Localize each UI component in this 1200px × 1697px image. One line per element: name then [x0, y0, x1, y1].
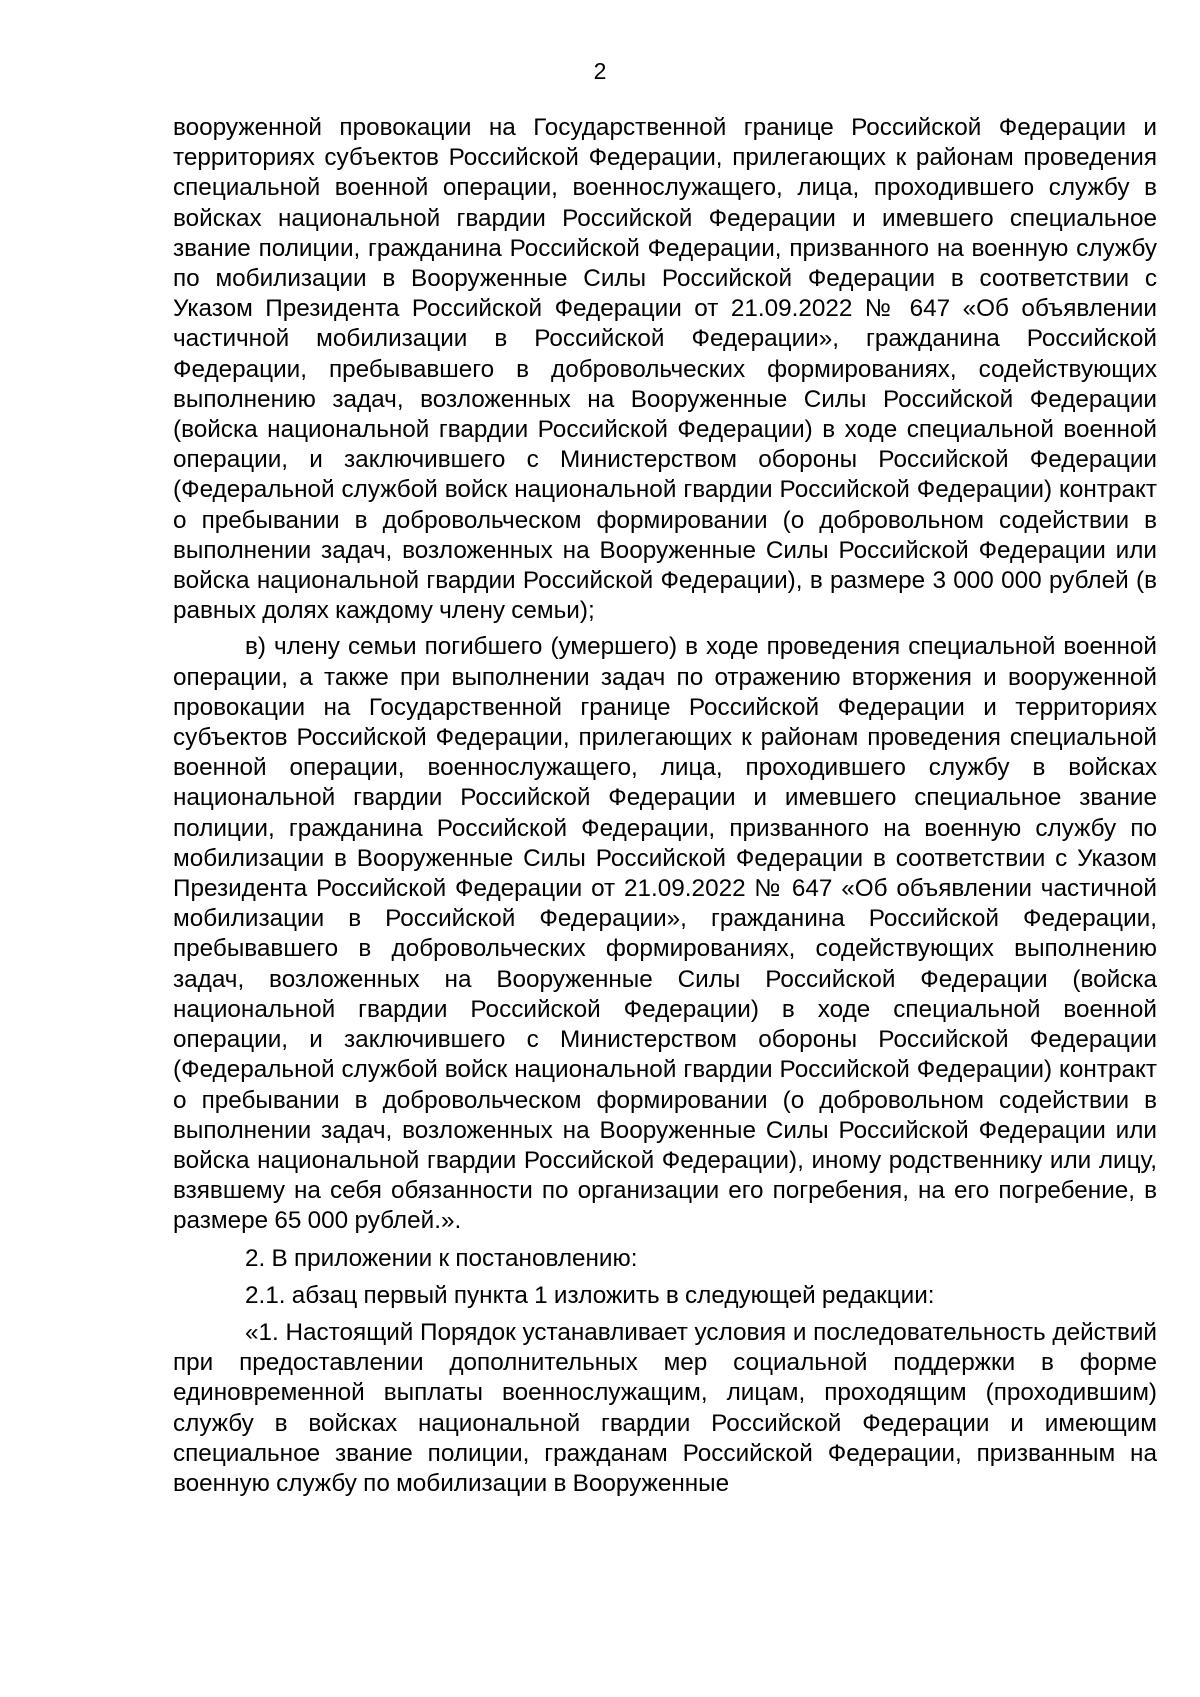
paragraph-item-v: в) члену семьи погибшего (умершего) в ходе проведения специальной военной операции, а также при выполнении задач по отражению вторжения и вооруженной провокации на Государственной границе Российской Федерации и территориях субъектов Российской Федерации, прилегающих к районам проведения специальной военной операции, военнослужащего, лица, проходившего службу в войсках национальной гвардии Российской Федерации и имевшего специальное звание полиции, гражданина Российской Федерации, призванного на военную службу по мобилизации в Вооруженные Силы Российской Федерации в соответствии с Указом Президента Российской Федерации от 21.09.2022 № 647 «Об объявлении частичной мобилизации в Российской Федерации», гражданина Российской Федерации, пребывавшего в добровольческих формированиях, содействующих выполнению задач, возложенных на Вооруженные Силы Российской Федерации (войска национальной гвардии Российской Федерации) в ходе специальной военной операции, и заключившего с Министерством обороны Российской Федерации (Федеральной службой войск национальной гвардии Российской Федерации) контракт о пребывании в добровольческом формировании (о добровольном содействии в выполнении задач, возложенных на Вооруженные Силы Российской Федерации или войска национальной гвардии Российской Федерации), иному родственнику или лицу, взявшему на себя обязанности по организации его погребения, на его погребение, в размере 65 000 рублей.».	[173, 633, 1157, 1235]
paragraph-continuation: вооруженной провокации на Государственной границе Российской Федерации и территориях субъектов Российской Федерации, прилегающих к районам проведения специальной военной операции, военнослужащего, лица, проходившего службу в войсках национальной гвардии Российской Федерации и имевшего специальное звание полиции, гражданина Российской Федерации, призванного на военную службу по мобилизации в Вооруженные Силы Российской Федерации в соответствии с Указом Президента Российской Федерации от 21.09.2022 № 647 «Об объявлении частичной мобилизации в Российской Федерации», гражданина Российской Федерации, пребывавшего в добровольческих формированиях, содействующих выполнению задач, возложенных на Вооруженные Силы Российской Федерации (войска национальной гвардии Российской Федерации) в ходе специальной военной операции, и заключившего с Министерством обороны Российской Федерации (Федеральной службой войск национальной гвардии Российской Федерации) контракт о пребывании в добровольческом формировании (о добровольном содействии в выполнении задач, возложенных на Вооруженные Силы Российской Федерации или войска национальной гвардии Российской Федерации), в размере 3 000 000 рублей (в равных долях каждому члену семьи);	[173, 114, 1157, 625]
page-number: 2	[593, 58, 607, 84]
paragraph-section-2-1: 2.1. абзац первый пункта 1 изложить в следующей редакции:	[245, 1281, 935, 1309]
document-body	[173, 113, 1157, 1499]
paragraph-quoted-point-1: «1. Настоящий Порядок устанавливает условия и последовательность действий при предоставлении дополнительных мер социальной поддержки в форме единовременной выплаты военнослужащим, лицам, проходящим (проходившим) службу в войсках национальной гвардии Российской Федерации и имеющим специальное звание полиции, гражданам Российской Федерации, призванным на военную службу по мобилизации в Вооруженные	[173, 1318, 1157, 1497]
paragraph-section-2: 2. В приложении к постановлению:	[245, 1244, 638, 1272]
